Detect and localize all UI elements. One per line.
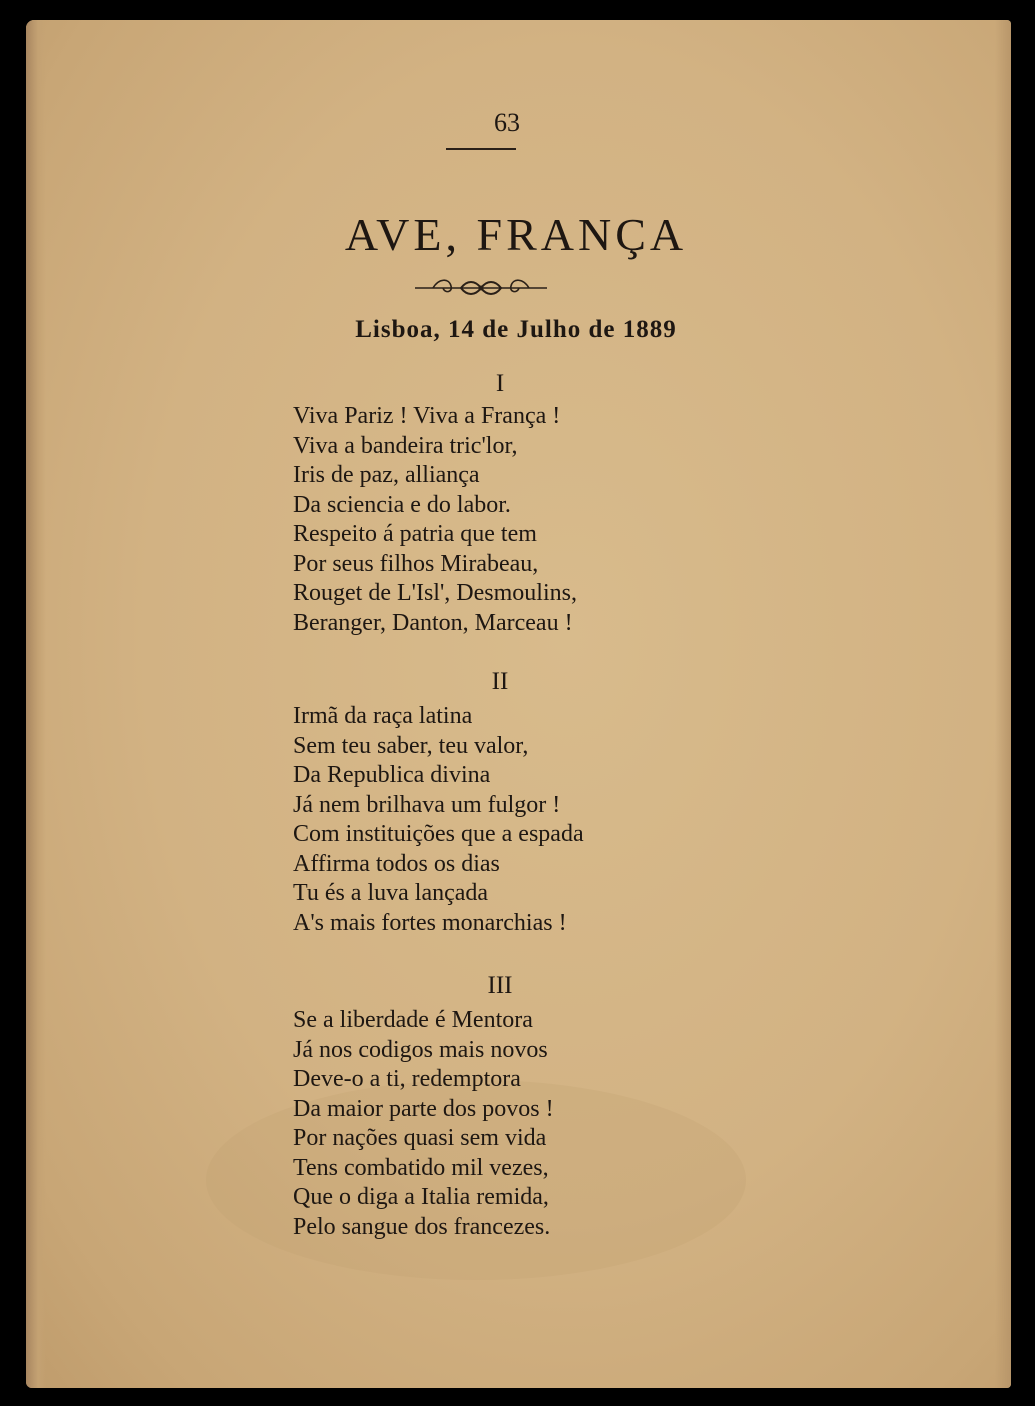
- verse-line: Já nem brilhava um fulgor !: [293, 791, 561, 818]
- binding-gutter: [26, 20, 46, 1388]
- stanza: [293, 702, 713, 938]
- verse-line: Iris de paz, alliança: [293, 462, 480, 488]
- verse-line: Pelo sangue dos francezes.: [293, 1213, 551, 1240]
- verse-line: Com instituições que a espada: [293, 821, 584, 847]
- verse-line: Tu és a luva lançada: [293, 880, 489, 906]
- verse-line: Sem teu saber, teu valor,: [293, 732, 529, 759]
- verse-line: Da Republica divina: [293, 762, 491, 788]
- page-edge: [995, 20, 1011, 1388]
- paper-sheet: [26, 20, 1011, 1388]
- dateline: Lisboa, 14 de Julho de 1889: [355, 316, 677, 343]
- verse-line: Tens combatido mil vezes,: [293, 1154, 549, 1181]
- verse-line: Viva Pariz ! Viva a França !: [293, 403, 561, 429]
- page-number: 63: [494, 108, 520, 137]
- stanza-number: II: [491, 668, 509, 695]
- verse-line: Já nos codigos mais novos: [293, 1036, 548, 1063]
- verse-line: Da maior parte dos povos !: [293, 1095, 554, 1122]
- stanza-number: III: [487, 972, 513, 999]
- verse-line: Por nações quasi sem vida: [293, 1125, 547, 1151]
- verse-line: Que o diga a Italia remida,: [293, 1184, 549, 1210]
- stanza: [293, 1006, 713, 1242]
- verse-line: Viva a bandeira tric'lor,: [293, 432, 518, 459]
- verse-line: Respeito á patria que tem: [293, 521, 537, 547]
- decorative-scroll-ornament-icon: [411, 276, 551, 300]
- verse-line: A's mais fortes monarchias !: [293, 909, 567, 936]
- verse-line: Beranger, Danton, Marceau !: [293, 609, 573, 636]
- poem-title: AVE, FRANÇA: [344, 209, 688, 260]
- verse-line: Por seus filhos Mirabeau,: [293, 550, 539, 577]
- verse-line: Affirma todos os dias: [293, 850, 500, 877]
- verse-line: Deve-o a ti, redemptora: [293, 1066, 521, 1092]
- stanza: [293, 402, 713, 638]
- verse-line: Da sciencia e do labor.: [293, 491, 511, 518]
- page-number-rule: [446, 148, 516, 150]
- verse-line: Rouget de L'Isl', Desmoulins,: [293, 580, 577, 606]
- stanza-number: I: [495, 370, 505, 397]
- verse-line: Se a liberdade é Mentora: [293, 1007, 533, 1033]
- verse-line: Irmã da raça latina: [293, 703, 473, 729]
